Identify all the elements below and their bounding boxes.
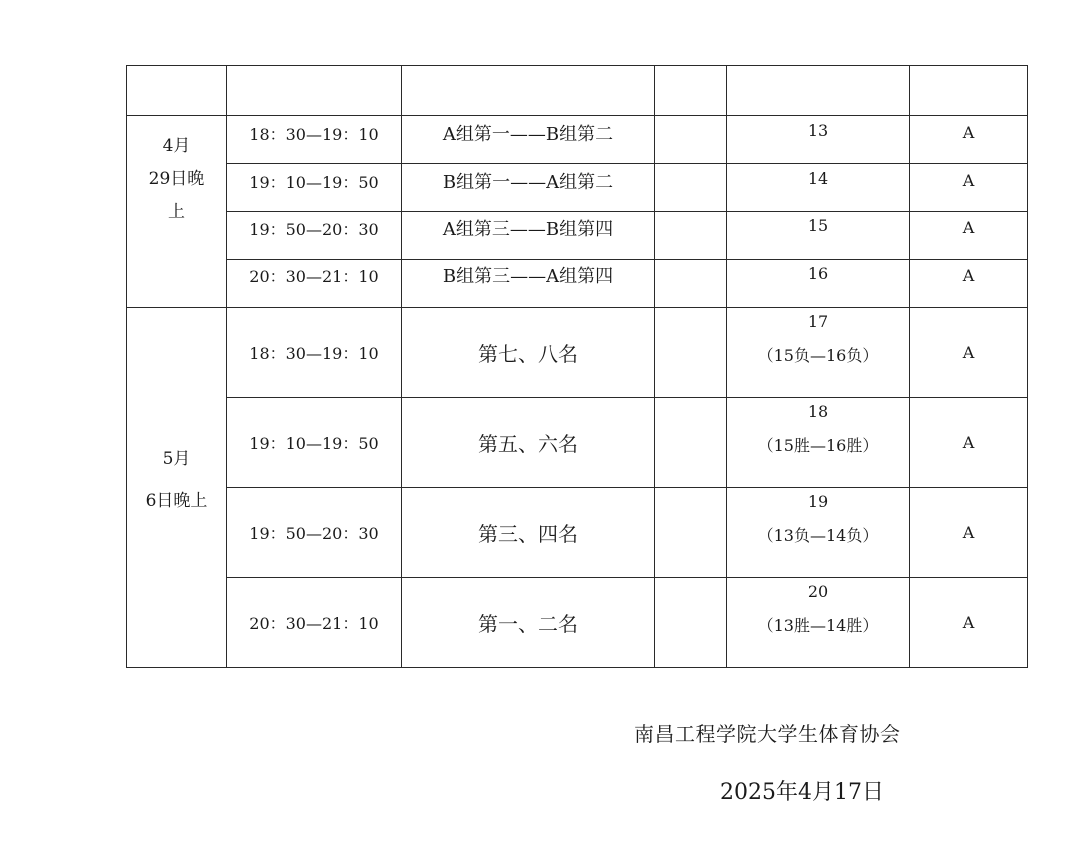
blank-cell [655, 578, 727, 668]
venue-cell [910, 212, 1028, 260]
venue-cell [910, 488, 1028, 578]
venue-cell [910, 116, 1028, 164]
match-number: 20 [807, 582, 829, 601]
venue: A [962, 433, 975, 452]
venue: A [962, 523, 975, 542]
match-note: （13负—14负） [757, 526, 879, 545]
blank-cell [655, 488, 727, 578]
table-cell-empty [127, 66, 227, 116]
time-slot: 19：50—20：30 [249, 220, 379, 239]
match-note: （13胜—14胜） [757, 616, 879, 635]
venue-cell [910, 578, 1028, 668]
time-slot: 18：30—19：10 [249, 125, 379, 144]
blank-cell [655, 260, 727, 308]
match-cell [402, 488, 655, 578]
match-note: （15胜—16胜） [757, 436, 879, 455]
match-number: 15 [807, 216, 829, 235]
table-cell-empty [727, 66, 910, 116]
venue: A [962, 343, 975, 362]
table-row [127, 164, 1028, 212]
table-cell-empty [655, 66, 727, 116]
time-slot: 20：30—21：10 [249, 614, 379, 633]
table-row [127, 212, 1028, 260]
match-number-cell [727, 260, 910, 308]
venue: A [962, 266, 975, 285]
blank-cell [655, 308, 727, 398]
match-name: B组第一——A组第二 [442, 172, 614, 193]
time-cell [227, 260, 402, 308]
time-cell [227, 164, 402, 212]
match-number-cell [727, 164, 910, 212]
match-cell [402, 164, 655, 212]
table-row [127, 116, 1028, 164]
venue: A [962, 218, 975, 237]
table-row [127, 488, 1028, 578]
time-slot: 19：50—20：30 [249, 524, 379, 543]
match-number: 14 [807, 169, 829, 188]
match-cell [402, 398, 655, 488]
match-cell [402, 260, 655, 308]
match-name: 第三、四名 [478, 522, 578, 546]
blank-cell [655, 116, 727, 164]
venue-cell [910, 164, 1028, 212]
match-cell [402, 578, 655, 668]
time-slot: 19：10—19：50 [249, 434, 379, 453]
time-cell [227, 578, 402, 668]
date-cell [127, 116, 227, 308]
match-name: A组第三——B组第四 [442, 219, 614, 240]
match-number-cell [727, 308, 910, 398]
blank-cell [655, 398, 727, 488]
table-cell-empty [227, 66, 402, 116]
match-name: 第七、八名 [478, 342, 578, 366]
organization-signature: 南昌工程学院大学生体育协会 [634, 722, 901, 746]
date-label: 5月 6日晚上 [145, 448, 208, 511]
table-row [127, 260, 1028, 308]
match-number: 17 [807, 312, 829, 331]
match-name: 第一、二名 [478, 612, 578, 636]
match-number: 13 [807, 121, 829, 140]
date-cell [127, 308, 227, 668]
venue-cell [910, 308, 1028, 398]
table-row [127, 578, 1028, 668]
time-cell [227, 308, 402, 398]
match-number: 16 [807, 264, 829, 283]
venue: A [962, 613, 975, 632]
venue-cell [910, 260, 1028, 308]
date-label: 4月 29日晚 上 [148, 136, 205, 222]
table-row-continuation [127, 66, 1028, 116]
match-name: 第五、六名 [478, 432, 578, 456]
match-cell [402, 116, 655, 164]
table-cell-empty [402, 66, 655, 116]
match-number-cell [727, 488, 910, 578]
match-cell [402, 212, 655, 260]
match-number-cell [727, 398, 910, 488]
issue-date: 2025年4月17日 [720, 780, 884, 805]
blank-cell [655, 164, 727, 212]
match-schedule-table [126, 65, 1028, 668]
time-cell [227, 488, 402, 578]
venue: A [962, 171, 975, 190]
match-number: 18 [807, 402, 829, 421]
match-note: （15负—16负） [757, 346, 879, 365]
match-number: 19 [807, 492, 829, 511]
blank-cell [655, 212, 727, 260]
time-slot: 18：30—19：10 [249, 344, 379, 363]
time-slot: 19：10—19：50 [249, 173, 379, 192]
match-cell [402, 308, 655, 398]
table-cell-empty [910, 66, 1028, 116]
match-number-cell [727, 212, 910, 260]
time-cell [227, 212, 402, 260]
venue-cell [910, 398, 1028, 488]
table-row [127, 398, 1028, 488]
match-name: B组第三——A组第四 [442, 266, 614, 287]
time-slot: 20：30—21：10 [249, 267, 379, 286]
match-number-cell [727, 578, 910, 668]
time-cell [227, 398, 402, 488]
time-cell [227, 116, 402, 164]
venue: A [962, 123, 975, 142]
table-row [127, 308, 1028, 398]
match-number-cell [727, 116, 910, 164]
match-name: A组第一——B组第二 [442, 124, 614, 145]
